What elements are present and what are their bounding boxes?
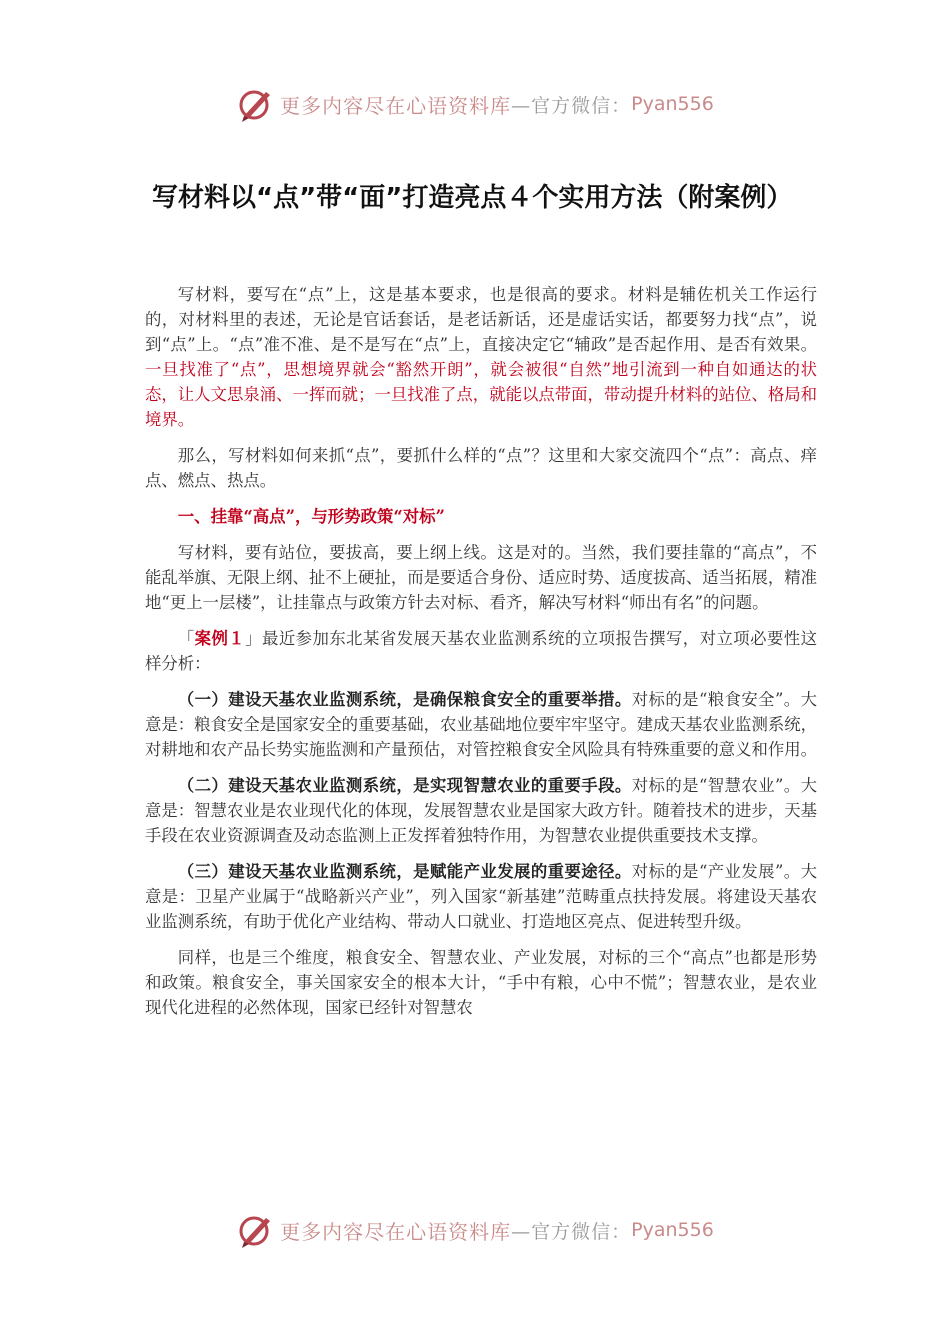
case-point-2-title: （二）建设天基农业监测系统，是实现智慧农业的重要手段。 [177, 776, 632, 795]
header-banner [0, 84, 950, 124]
intro-highlight: 一旦找准了“点”，思想境界就会“豁然开朗”，就会被很“自然”地引流到一种自如通达的状态，让人文思泉涌、一挥而就；一旦找准了点，就能以点带面，带动提升材料的站位、格局和境界。 [145, 360, 818, 429]
banner-wechat-handle: Pyan556 [631, 1219, 714, 1241]
footer-banner [0, 1210, 950, 1250]
intro-text: 写材料，要写在“点”上，这是基本要求，也是很高的要求。材料是辅佐机关工作运行的，对材料里的表述，无论是官话套话，是老话新话，还是虚话实话，都要努力找“点”，说到“点”上。“点”准不准、是不是写在“点”上，直接决定它“辅政”是否起作用、是否有效果。 [145, 285, 817, 354]
case-point-3-title: （三）建设天基农业监测系统，是赋能产业发展的重要途径。 [177, 862, 632, 881]
banner-brand-text: 更多内容尽在心语资料库 [280, 93, 512, 118]
banner-brand-text: 更多内容尽在心语资料库 [280, 1219, 512, 1244]
case-1-paragraph [145, 626, 817, 676]
article-body [145, 282, 817, 1031]
case-point-1-text: 对标的是“粮食安全”。大意是：粮食安全是国家安全的重要基础，农业基础地位要牢牢坚守。建成天基农业监测系统，对耕地和农产品长势实施监测和产量预估，对管控粮食安全风险具有特殊重要的意义和作用。 [145, 690, 818, 759]
banner-separator-text: —官方微信： [511, 1220, 632, 1243]
section-heading-1: 一、挂靠“高点”，与形势政策“对标” [177, 507, 445, 526]
case-1-text: 最近参加东北某省发展天基农业监测系统的立项报告撰写，对立项必要性这样分析： [145, 629, 818, 673]
case-1-label: 案例１ [194, 629, 246, 648]
summary-paragraph: 同样，也是三个维度，粮食安全、智慧农业、产业发展，对标的三个“高点”也都是形势和政策。粮食安全，事关国家安全的根本大计，“手中有粮，心中不慌”；智慧农业，是农业现代化进程的必然体现，国家已经针对智慧农 [145, 948, 817, 1017]
section-1-paragraph: 写材料，要有站位，要拔高，要上纲上线。这是对的。当然，我们要挂靠的“高点”，不能乱举旗、无限上纲、扯不上硬扯，而是要适合身份、适应时势、适度拔高、适当拓展，精准地“更上一层楼”，让挂靠点与政策方针去对标、看齐，解决写材料“师出有名”的问题。 [145, 543, 818, 612]
article-title: 写材料以“点”带“面”打造亮点４个实用方法（附案例） [152, 183, 793, 213]
points-paragraph: 那么，写材料如何来抓“点”，要抓什么样的“点”？这里和大家交流四个“点”：高点、痒点、燃点、热点。 [145, 446, 817, 490]
case-point-1 [145, 687, 817, 762]
case-point-3-text: 对标的是“产业发展”。大意是：卫星产业属于“战略新兴产业”，列入国家“新基建”范畴重点扶持发展。将建设天基农业监测系统，有助于优化产业结构、带动人口就业、打造地区亮点、促进转型升级。 [145, 862, 817, 931]
case-point-2 [145, 773, 817, 848]
case-point-1-title: （一）建设天基农业监测系统，是确保粮食安全的重要举措。 [177, 690, 632, 709]
case-point-3 [145, 859, 817, 934]
banner-separator-text: —官方微信： [511, 94, 632, 117]
banner-wechat-handle: Pyan556 [631, 93, 714, 115]
intro-paragraph [145, 282, 817, 432]
case-1-open-bracket: 「 [177, 629, 195, 648]
pen-logo-icon [236, 1210, 276, 1250]
pen-logo-icon [236, 84, 276, 124]
case-point-2-text: 对标的是“智慧农业”。大意是：智慧农业是农业现代化的体现，发展智慧农业是国家大政方针。随着技术的进步，天基手段在农业资源调查及动态监测上正发挥着独特作用，为智慧农业提供重要技术支撑。 [145, 776, 818, 845]
case-1-close-bracket: 」 [245, 629, 262, 648]
